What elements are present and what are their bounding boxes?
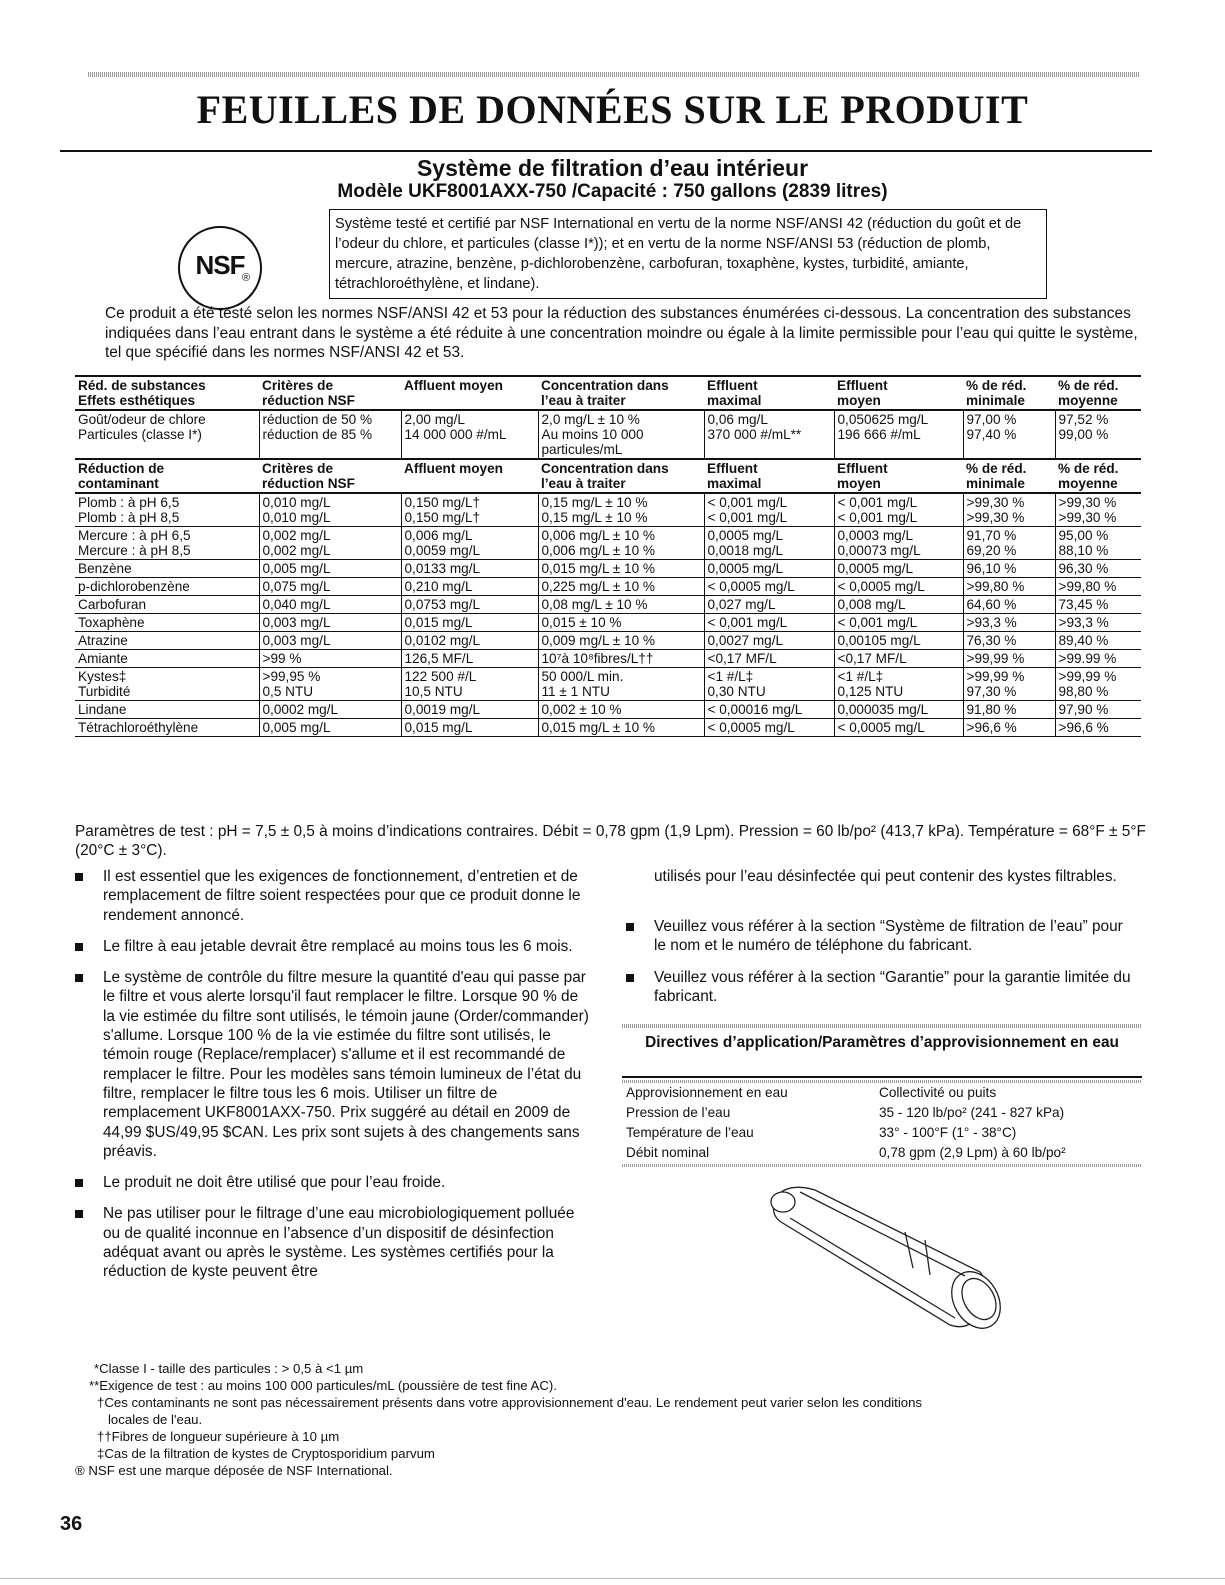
table-cell: 91,70 % 69,20 % (963, 527, 1055, 560)
table-cell: >93,3 % (1055, 614, 1141, 632)
table-cell: 0,015 mg/L ± 10 % (538, 719, 704, 737)
table-cell: p-dichlorobenzène (75, 578, 259, 596)
footnote: †Ces contaminants ne sont pas nécessairement présents dans votre approvisionnement d'eau. Le rendement peut varier selon les conditions (97, 1395, 923, 1410)
table-row (75, 719, 1141, 737)
table-cell: 2,0 mg/L ± 10 % Au moins 10 000 particules/mL (538, 410, 704, 459)
bullet-continuation: utilisés pour l’eau désinfectée qui peut contenir des kystes filtrables. (654, 868, 1117, 885)
table-cell: 0,0005 mg/L 0,0018 mg/L (704, 527, 834, 560)
certification-box (329, 209, 1047, 299)
bullet-square-icon (75, 943, 83, 951)
table-cell: 0,015 mg/L (401, 719, 538, 737)
directives-row (622, 1143, 1142, 1163)
table-header-cell: Effluent moyen (834, 459, 963, 493)
page-number: 36 (60, 1513, 83, 1535)
table-cell: >99 % (259, 650, 401, 668)
bullet-text: Le filtre à eau jetable devrait être remplacé au moins tous les 6 mois. (103, 937, 573, 955)
table-header-cell: % de réd. minimale (963, 376, 1055, 410)
substance-table (75, 375, 1141, 737)
table-cell: 126,5 MF/L (401, 650, 538, 668)
right-bullet-list (626, 917, 1136, 1018)
table-header-cell: % de réd. moyenne (1055, 459, 1141, 493)
table-cell: < 0,001 mg/L (834, 614, 963, 632)
table-cell: 2,00 mg/L 14 000 000 #/mL (401, 410, 538, 459)
nsf-logo (178, 226, 262, 310)
top-hatch-rule (88, 72, 1140, 77)
table-cell: 97,90 % (1055, 701, 1141, 719)
table-row (75, 578, 1141, 596)
footnote: ††Fibres de longueur supérieure à 10 µm (97, 1429, 340, 1444)
table-cell: Goût/odeur de chlore Particules (classe I*) (75, 410, 259, 459)
table-header-cell: % de réd. minimale (963, 459, 1055, 493)
table-header-row (75, 376, 1141, 410)
left-bullet-list (75, 867, 590, 1294)
title-rule (60, 150, 1152, 152)
table-cell: 10⁷à 10⁸fibres/L†† (538, 650, 704, 668)
bullet-square-icon (626, 923, 634, 931)
bullet-text: Veuillez vous référer à la section “Garantie” pour la garantie limitée du fabricant. (654, 968, 1131, 1005)
table-cell: < 0,001 mg/L < 0,001 mg/L (834, 493, 963, 527)
table-cell: 0,050625 mg/L 196 666 #/mL (834, 410, 963, 459)
table-cell: 97,52 % 99,00 % (1055, 410, 1141, 459)
table-cell: 0,0002 mg/L (259, 701, 401, 719)
nsf-logo-text: NSF (195, 250, 245, 280)
directives-title: Directives d’application/Paramètres d’approvisionnement en eau (645, 1034, 1119, 1051)
table-cell: 0,015 ± 10 % (538, 614, 704, 632)
table-cell: 0,0003 mg/L 0,00073 mg/L (834, 527, 963, 560)
table-cell: 0,008 mg/L (834, 596, 963, 614)
directives-row (622, 1083, 1142, 1103)
table-cell: 0,006 mg/L ± 10 % 0,006 mg/L ± 10 % (538, 527, 704, 560)
directives-hatch-top (622, 1024, 1142, 1028)
table-cell: Tétrachloroéthylène (75, 719, 259, 737)
bullet-text: Ne pas utiliser pour le filtrage d’une eau microbiologiquement polluée ou de qualité inconnue en l’absence d’un dispositif de désinfection adéquat avant ou après le système. Les systèmes certifiés pour la réduction de kyste peuvent être (103, 1205, 575, 1281)
directives-label: Température de l’eau (626, 1125, 754, 1140)
bullet-item (75, 867, 590, 925)
table-cell: >99.99 % (1055, 650, 1141, 668)
table-header-cell: Réduction de contaminant (75, 459, 259, 493)
directives-label: Approvisionnement en eau (626, 1085, 788, 1100)
table-cell: 64,60 % (963, 596, 1055, 614)
table-cell: >99,30 % >99,30 % (1055, 493, 1141, 527)
footnote: **Exigence de test : au moins 100 000 particules/mL (poussière de test fine AC). (89, 1378, 557, 1393)
table-cell: >99,80 % (1055, 578, 1141, 596)
footnotes (75, 1360, 1165, 1479)
table-cell: 76,30 % (963, 632, 1055, 650)
table-cell: Plomb : à pH 6,5 Plomb : à pH 8,5 (75, 493, 259, 527)
table-cell: <0,17 MF/L (834, 650, 963, 668)
table-row (75, 527, 1141, 560)
bullet-square-icon (75, 1179, 83, 1187)
bullet-square-icon (75, 1210, 83, 1218)
table-cell: >96,6 % (963, 719, 1055, 737)
table-cell: 0,006 mg/L 0,0059 mg/L (401, 527, 538, 560)
table-cell: Mercure : à pH 6,5 Mercure : à pH 8,5 (75, 527, 259, 560)
directives-value: Collectivité ou puits (879, 1085, 997, 1100)
table-cell: <1 #/L‡ 0,125 NTU (834, 668, 963, 701)
system-subtitle: Système de filtration d’eau intérieur (416, 155, 809, 181)
filter-cartridge-illustration (755, 1180, 1025, 1340)
table-cell: Amiante (75, 650, 259, 668)
table-row (75, 614, 1141, 632)
bullet-item (75, 1173, 590, 1192)
table-cell: 0,0102 mg/L (401, 632, 538, 650)
table-cell: >99,95 % 0,5 NTU (259, 668, 401, 701)
table-cell: < 0,001 mg/L (704, 614, 834, 632)
table-cell: 0,009 mg/L ± 10 % (538, 632, 704, 650)
table-cell: 0,0027 mg/L (704, 632, 834, 650)
table-header-cell: % de réd. moyenne (1055, 376, 1141, 410)
table-cell: < 0,0005 mg/L (834, 719, 963, 737)
bullet-square-icon (626, 974, 634, 982)
table-cell: >99,80 % (963, 578, 1055, 596)
directives-table (622, 1083, 1142, 1163)
table-cell: Kystes‡ Turbidité (75, 668, 259, 701)
table-cell: 122 500 #/L 10,5 NTU (401, 668, 538, 701)
table-cell: 0,150 mg/L† 0,150 mg/L† (401, 493, 538, 527)
bullet-item (626, 917, 1136, 956)
table-cell: 0,010 mg/L 0,010 mg/L (259, 493, 401, 527)
bullet-item (626, 968, 1136, 1007)
table-cell: 0,027 mg/L (704, 596, 834, 614)
directives-value: 35 - 120 lb/po² (241 - 827 kPa) (879, 1105, 1065, 1120)
table-cell: 97,00 % 97,40 % (963, 410, 1055, 459)
table-cell: >99,99 % 98,80 % (1055, 668, 1141, 701)
table-row (75, 668, 1141, 701)
table-cell: Carbofuran (75, 596, 259, 614)
directives-label: Pression de l’eau (626, 1105, 731, 1120)
page-title: FEUILLES DE DONNÉES SUR LE PRODUIT (196, 87, 1029, 132)
table-cell: 0,08 mg/L ± 10 % (538, 596, 704, 614)
table-row (75, 596, 1141, 614)
table-header-cell: Affluent moyen (401, 376, 538, 410)
table-cell: 0,003 mg/L (259, 632, 401, 650)
table-cell: < 0,001 mg/L < 0,001 mg/L (704, 493, 834, 527)
table-cell: 89,40 % (1055, 632, 1141, 650)
table-cell: >99,99 % 97,30 % (963, 668, 1055, 701)
table-cell: 0,0005 mg/L (704, 560, 834, 578)
directives-label: Débit nominal (626, 1145, 710, 1160)
table-cell: 0,002 ± 10 % (538, 701, 704, 719)
table-row (75, 632, 1141, 650)
table-cell: < 0,0005 mg/L (834, 578, 963, 596)
directives-rule (622, 1076, 1142, 1078)
table-cell: 0,015 mg/L (401, 614, 538, 632)
footnote: *Classe I - taille des particules : > 0,5 à <1 µm (94, 1361, 364, 1376)
table-row (75, 560, 1141, 578)
table-cell: 50 000/L min. 11 ± 1 NTU (538, 668, 704, 701)
table-cell: < 0,00016 mg/L (704, 701, 834, 719)
table-cell: 95,00 % 88,10 % (1055, 527, 1141, 560)
intro-paragraph: Ce produit a été testé selon les normes NSF/ANSI 42 et 53 pour la réduction des substances énumérées ci-dessous. La concentration des substances indiquées dans l’eau entrant dans le système a été réduite à une concentration moindre ou égale à la limite permissible pour l’eau qui quitte le système, tel que spécifié dans les normes NSF/ANSI 42 et 53. (105, 305, 1138, 361)
table-row (75, 650, 1141, 668)
bottom-edge-line (0, 1578, 1225, 1579)
bullet-item (75, 1204, 590, 1281)
table-cell: <1 #/L‡ 0,30 NTU (704, 668, 834, 701)
table-cell: 0,075 mg/L (259, 578, 401, 596)
table-cell: Lindane (75, 701, 259, 719)
table-cell: < 0,0005 mg/L (704, 719, 834, 737)
footnote: ® NSF est une marque déposée de NSF International. (75, 1463, 393, 1478)
directives-value: 33° - 100°F (1° - 38°C) (879, 1125, 1017, 1140)
table-cell: >96,6 % (1055, 719, 1141, 737)
table-header-cell: Effluent moyen (834, 376, 963, 410)
table-header-cell: Effluent maximal (704, 459, 834, 493)
model-line: Modèle UKF8001AXX-750 /Capacité : 750 gallons (2839 litres) (337, 181, 888, 202)
bullet-square-icon (75, 873, 83, 881)
table-header-cell: Concentration dans l’eau à traiter (538, 459, 704, 493)
footnote: ‡Cas de la filtration de kystes de Cryptosporidium parvum (97, 1446, 435, 1461)
registered-mark-icon: ® (242, 272, 251, 284)
table-header-cell: Concentration dans l’eau à traiter (538, 376, 704, 410)
directives-value: 0,78 gpm (2,9 Lpm) à 60 lb/po² (879, 1145, 1066, 1160)
bullet-text: Le produit ne doit être utilisé que pour l’eau froide. (103, 1174, 446, 1192)
table-cell: Toxaphène (75, 614, 259, 632)
table-cell: 0,005 mg/L (259, 560, 401, 578)
table-cell: 0,0753 mg/L (401, 596, 538, 614)
directives-row (622, 1123, 1142, 1143)
directives-hatch-bottom (622, 1164, 1142, 1167)
table-cell: 91,80 % (963, 701, 1055, 719)
table-row (75, 410, 1141, 459)
table-cell: 96,10 % (963, 560, 1055, 578)
table-header-cell: Effluent maximal (704, 376, 834, 410)
table-header-cell: Affluent moyen (401, 459, 538, 493)
table-header-row (75, 459, 1141, 493)
table-header-cell: Critères de réduction NSF (259, 459, 401, 493)
table-cell: 0,040 mg/L (259, 596, 401, 614)
bullet-item (75, 968, 590, 1161)
table-cell: >99,30 % >99,30 % (963, 493, 1055, 527)
table-cell: 0,000035 mg/L (834, 701, 963, 719)
table-cell: < 0,0005 mg/L (704, 578, 834, 596)
table-cell: 0,15 mg/L ± 10 % 0,15 mg/L ± 10 % (538, 493, 704, 527)
table-cell: 0,003 mg/L (259, 614, 401, 632)
bullet-item (75, 937, 590, 956)
table-cell: 0,210 mg/L (401, 578, 538, 596)
directives-row (622, 1103, 1142, 1123)
table-cell: 0,005 mg/L (259, 719, 401, 737)
footnote: locales de l'eau. (108, 1412, 203, 1427)
table-cell: >99,99 % (963, 650, 1055, 668)
table-row (75, 493, 1141, 527)
test-parameters: Paramètres de test : pH = 7,5 ± 0,5 à moins d’indications contraires. Débit = 0,78 gpm (1,9 Lpm). Pression = 60 lb/po² (413,7 kPa). Température = 68°F ± 5°F (20°C ± 3°C). (75, 823, 1146, 859)
table-cell: 0,00105 mg/L (834, 632, 963, 650)
certification-text: Système testé et certifié par NSF International en vertu de la norme NSF/ANSI 42 (réduction du goût et de l’odeur du chlore, et particules (classe I*)); et en vertu de la norme NSF/ANSI 53 (réduction de plomb, mercure, atrazine, benzène, p-dichlorobenzène, carbofuran, toxaphène, kystes, turbidité, amiante, tétrachloroéthylène, et lindane). (335, 216, 1022, 292)
table-cell: 0,06 mg/L 370 000 #/mL** (704, 410, 834, 459)
table-cell: réduction de 50 % réduction de 85 % (259, 410, 401, 459)
table-cell: <0,17 MF/L (704, 650, 834, 668)
table-cell: 73,45 % (1055, 596, 1141, 614)
table-cell: 0,002 mg/L 0,002 mg/L (259, 527, 401, 560)
table-cell: 0,0133 mg/L (401, 560, 538, 578)
bullet-text: Veuillez vous référer à la section “Système de filtration de l’eau” pour le nom et le numéro de téléphone du fabricant. (654, 918, 1123, 955)
table-cell: 0,225 mg/L ± 10 % (538, 578, 704, 596)
bullet-square-icon (75, 974, 83, 982)
table-cell: >93,3 % (963, 614, 1055, 632)
table-row (75, 701, 1141, 719)
table-cell: 0,015 mg/L ± 10 % (538, 560, 704, 578)
table-cell: Benzène (75, 560, 259, 578)
table-cell: Atrazine (75, 632, 259, 650)
table-header-cell: Critères de réduction NSF (259, 376, 401, 410)
table-cell: 96,30 % (1055, 560, 1141, 578)
bullet-text: Il est essentiel que les exigences de fonctionnement, d’entretien et de remplacement de filtre soient respectées pour que ce produit donne le rendement annoncé. (103, 868, 581, 924)
table-cell: 0,0019 mg/L (401, 701, 538, 719)
table-header-cell: Réd. de substances Effets esthétiques (75, 376, 259, 410)
table-cell: 0,0005 mg/L (834, 560, 963, 578)
bullet-text: Le système de contrôle du filtre mesure la quantité d'eau qui passe par le filtre et vous alerte lorsqu'il faut remplacer le filtre. Lorsque 90 % de la vie estimée du filtre sont utilisés, le témoin jaune (Order/commander) s'allume. Lorsque 100 % de la vie estimée du filtre sont utilisés, le témoin rouge (Replace/remplacer) s'allume et il est recommandé de remplacer le filtre. Pour les modèles sans témoin lumineux de l’état du filtre, remplacer le filtre tous les 6 mois. Utiliser un filtre de remplacement UKF8001AXX-750. Prix suggéré au détail en 2009 de 44,99 $US/49,95 $CAN. Les prix sont sujets à des changements sans préavis. (103, 969, 589, 1160)
